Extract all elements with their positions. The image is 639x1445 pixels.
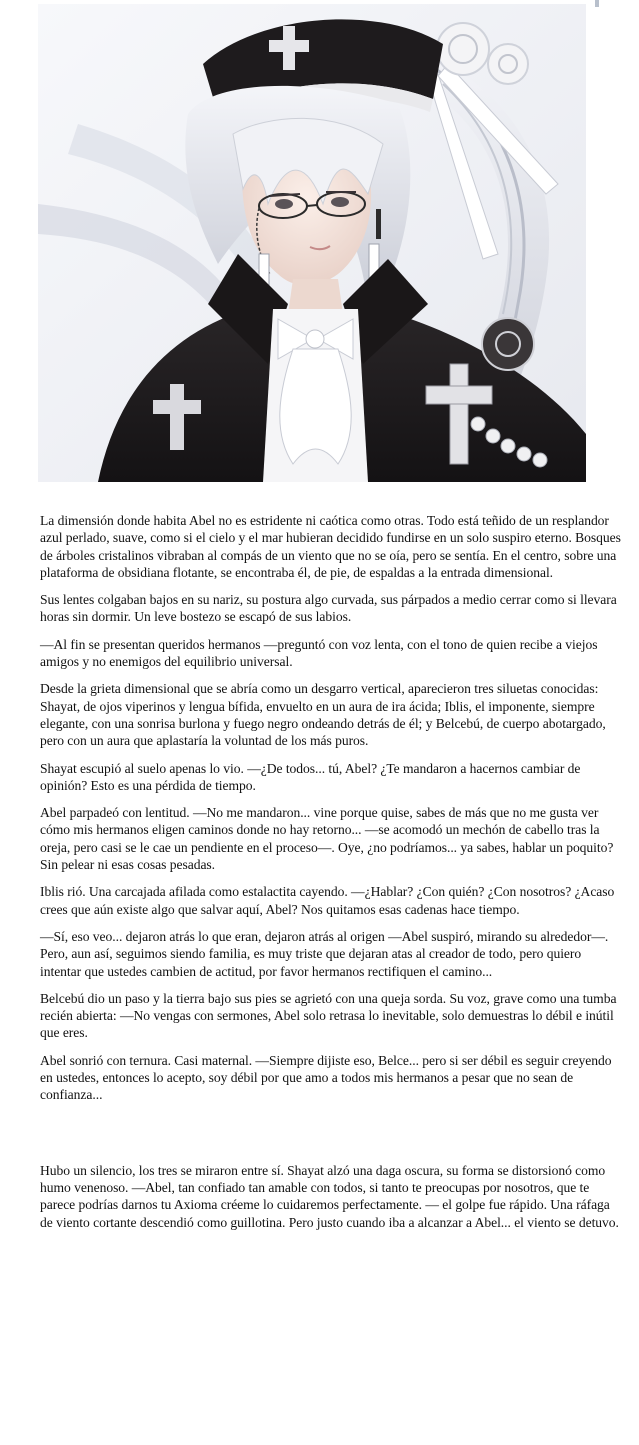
paragraph: —Sí, eso veo... dejaron atrás lo que eran, dejaron atrás al origen —Abel suspiró, mirando su alrededor—. Pero, aun así, seguimos siendo familia, es muy triste que dejaran atas al creador de todo, pero quiero intentar que ustedes cambien de actitud, por favor hermanos rectifiquen el camino...: [40, 928, 609, 979]
character-portrait-illustration: [38, 4, 586, 482]
paragraph: Iblis rió. Una carcajada afilada como estalactita cayendo. —¿Hablar? ¿Con quién? ¿Con nosotros? ¿Acaso crees que aún existe algo que salvar aquí, Abel? Nos quitamos esas cadenas hace tiempo.: [40, 884, 615, 917]
story-text: [40, 512, 622, 1241]
page-edge-marker: [595, 0, 599, 7]
paragraph: La dimensión donde habita Abel no es estridente ni caótica como otras. Todo está teñido de un resplandor azul perlado, suave, como si el cielo y el mar hubieran decidido fundirse en un solo suspiro eterno. Bosques de árboles cristalinos vibraban al compás de un viento que no se oía, pero se sentía. En el centro, sobre una plataforma de obsidiana flotante, se encontraba él, de pie, de espaldas a la entrada dimensional.: [40, 513, 621, 580]
portrait-drawing: [38, 4, 586, 482]
paragraph: Shayat escupió al suelo apenas lo vio. —¿De todos... tú, Abel? ¿Te mandaron a hacernos cambiar de opinión? Esto es una pérdida de tiempo.: [40, 760, 581, 793]
paragraph: —Al fin se presentan queridos hermanos —preguntó con voz lenta, con el tono de quien recibe a viejos amigos y no enemigos del equilibrio universal.: [40, 636, 598, 670]
paragraph: Abel sonrió con ternura. Casi maternal. —Siempre dijiste eso, Belce... pero si ser débil es seguir creyendo en ustedes, entonces lo acepto, soy débil por que amo a todos mis hermanos a pesar que no sean de confianza...: [40, 1052, 612, 1103]
paragraph: Belcebú dio un paso y la tierra bajo sus pies se agrietó con una queja sorda. Su voz, grave como una tumba recién abierta: —No vengas con sermones, Abel solo retrasa lo inevitable, solo demuestras lo débil e inútil que eres.: [40, 990, 617, 1041]
paragraph: Desde la grieta dimensional que se abría como un desgarro vertical, aparecieron tres siluetas conocidas: Shayat, de ojos viperinos y lengua bífida, envuelto en un aura de ira ácida; Iblis, el imponente, siempre elegante, con una sonrisa burlona y fuego negro ondeando detrás de él; y Belcebú, de cuerpo abotargado, pero con un aura que aplastaría la voluntad de los más puros.: [40, 681, 606, 749]
paragraph: Sus lentes colgaban bajos en su nariz, su postura algo curvada, sus párpados a medio cerrar como si llevara horas sin dormir. Un leve bostezo se escapó de sus labios.: [40, 592, 617, 625]
paragraph: Hubo un silencio, los tres se miraron entre sí. Shayat alzó una daga oscura, su forma se distorsionó como humo venenoso. —Abel, tan confiado tan amable con todos, si tanto te preocupas por nosotros, que te parece podrías darnos tu Axioma créeme lo cuidaremos perfectamente. — el golpe fue rápido. Una ráfaga de viento cortante descendió como guillotina. Pero justo cuando iba a alcanzar a Abel... el viento se detuvo.: [40, 1162, 619, 1230]
paragraph: Abel parpadeó con lentitud. —No me mandaron... vine porque quise, sabes de más que no me gusta ver cómo mis hermanos eligen caminos donde no hay retorno... —se acomodó un mechón de cabello tras la oreja, pero casi se le cae un pendiente en el proceso—. Oye, ¿no podríamos... ya sabes, hablar un poquito? Sin pelear ni esas cosas pesadas.: [40, 805, 614, 873]
